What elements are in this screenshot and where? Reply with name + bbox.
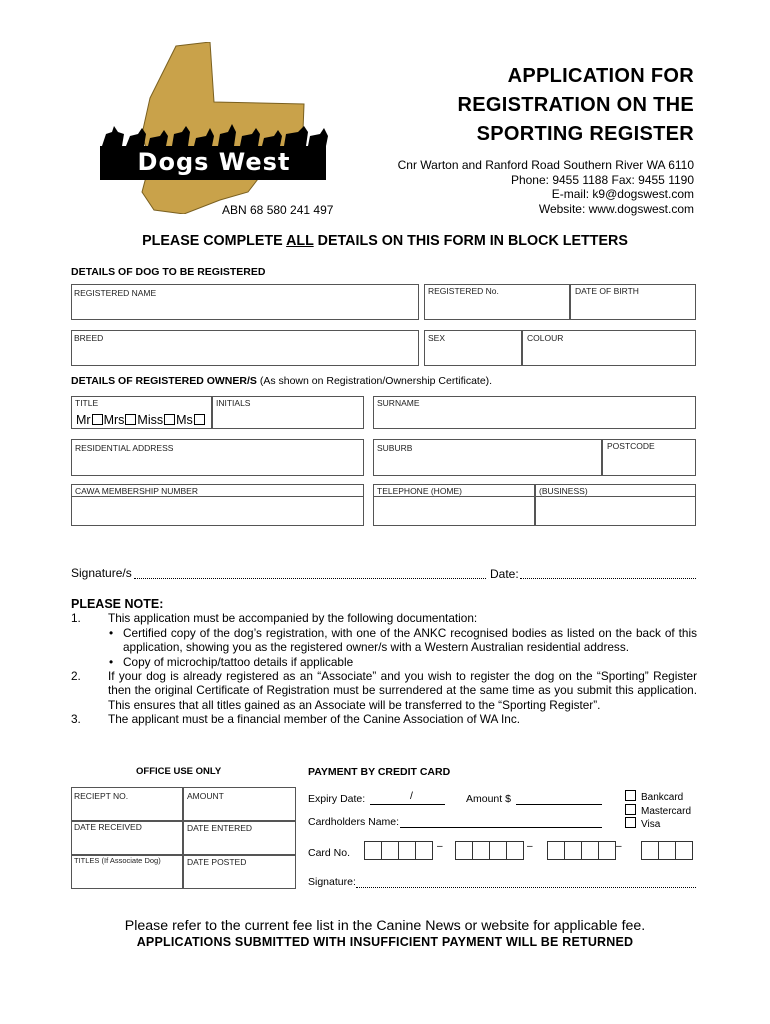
bankcard-checkbox[interactable] [625,790,636,801]
ms-checkbox[interactable] [194,414,205,425]
telephone-divider [373,496,696,497]
card-digit[interactable] [547,841,565,860]
card-digit[interactable] [675,841,693,860]
card-type-bankcard: Bankcard [624,790,691,804]
card-digit[interactable] [398,841,416,860]
bullet-icon: • [109,625,114,640]
instruction-emphasis: ALL [286,233,314,249]
card-no-label: Card No. [308,847,351,859]
dogs-west-logo [98,42,330,214]
mastercard-checkbox[interactable] [625,804,636,815]
title-label: TITLE [75,398,99,408]
receipt-no-label: RECIEPT NO. [74,791,129,801]
phone: Phone: 9455 1188 Fax: 9455 1190 [510,172,694,187]
card-digit[interactable] [415,841,433,860]
cardholder-name-field[interactable] [400,814,602,828]
cardholder-name-label: Cardholders Name: [308,816,400,828]
date-entered-label: DATE ENTERED [187,823,253,833]
card-digit[interactable] [506,841,524,860]
colour-label: COLOUR [527,333,564,343]
card-digit[interactable] [598,841,616,860]
residential-address-label: RESIDENTIAL ADDRESS [75,443,174,453]
breed-field[interactable] [71,330,419,366]
note-item-1: This application must be accompanied by the following documentation: [108,611,478,626]
titles-label: TITLES (If Associate Dog) [74,856,161,865]
miss-checkbox[interactable] [164,414,175,425]
telephone-business-label: (BUSINESS) [539,486,588,496]
notes-heading: PLEASE NOTE: [71,597,164,611]
card-type-visa: Visa [624,817,691,831]
logo-brand-text: Dogs West [137,148,291,176]
title-option-mrs: Mrs [103,413,125,427]
card-digit[interactable] [564,841,582,860]
card-digit[interactable] [472,841,490,860]
payment-amount-field[interactable] [516,791,602,805]
card-digit[interactable] [381,841,399,860]
registered-no-label: REGISTERED No. [428,286,499,296]
title-line-3: SPORTING REGISTER [476,123,694,145]
payment-heading: PAYMENT BY CREDIT CARD [308,766,451,778]
signature-line[interactable] [134,565,486,579]
title-option-ms: Ms [176,413,193,427]
note-bullet-2: Copy of microchip/tattoo details if applicable [123,654,354,669]
abn: ABN 68 580 241 497 [222,203,334,217]
email: E-mail: k9@dogswest.com [551,187,694,201]
expiry-date-label: Expiry Date: [308,793,366,805]
postcode-label: POSTCODE [607,441,655,451]
card-dash: – [437,841,443,852]
mrs-checkbox[interactable] [125,414,136,425]
expiry-slash: / [410,790,413,802]
sex-label: SEX [428,333,446,343]
notes-block [71,597,697,727]
amount-dollar-label: Amount $ [466,793,511,805]
dog-section-heading: DETAILS OF DOG TO BE REGISTERED [71,266,266,278]
surname-label: SURNAME [377,398,420,408]
note-number-3: 3. [71,712,81,727]
card-digit[interactable] [489,841,507,860]
date-posted-label: DATE POSTED [187,857,247,867]
telephone-home-label: TELEPHONE (HOME) [377,486,463,496]
note-number-2: 2. [71,669,81,684]
note-item-3: The applicant must be a financial member of the Canine Association of WA Inc. [108,712,521,727]
expiry-date-field[interactable] [370,791,445,805]
contact-block [340,158,694,216]
bullet-icon: • [109,654,114,669]
suburb-label: SUBURB [377,443,413,453]
initials-label: INITIALS [216,398,251,408]
card-digit[interactable] [364,841,382,860]
card-digit[interactable] [658,841,676,860]
card-digit[interactable] [581,841,599,860]
surname-field[interactable] [373,396,696,429]
card-type-mastercard: Mastercard [624,804,691,818]
payment-warning: APPLICATIONS SUBMITTED WITH INSUFFICIENT PAYMENT WILL BE RETURNED [136,935,634,949]
note-bullet-1: Certified copy of the dog’s registration, with one of the ANKC recognised bodies as listed on the back of this application, showing you as the registered owner/s with a Western Australian residential address. [123,625,697,655]
payment-signature-line[interactable] [356,874,696,888]
form-title [350,62,694,149]
title-options [76,413,206,427]
note-number-1: 1. [71,611,81,626]
card-dash: – [527,841,533,852]
card-digit[interactable] [455,841,473,860]
registered-name-label: REGISTERED NAME [74,288,157,298]
instruction-line: PLEASE COMPLETE ALL DETAILS ON THIS FORM IN BLOCK LETTERS [142,233,628,249]
title-option-miss: Miss [137,413,164,427]
title-line-1: APPLICATION FOR [507,65,694,87]
card-dash: – [616,841,622,852]
title-line-2: REGISTRATION ON THE [457,94,694,116]
card-digit[interactable] [641,841,659,860]
cawa-membership-divider [71,496,364,497]
title-option-mr: Mr [76,413,91,427]
breed-label: BREED [74,333,104,343]
amount-label: AMOUNT [187,791,224,801]
office-use-heading: OFFICE USE ONLY [136,766,222,777]
website: Website: www.dogswest.com [538,201,694,216]
fee-notice: Please refer to the current fee list in the Canine News or website for applicable fee. [124,918,646,934]
owner-section-heading: DETAILS OF REGISTERED OWNER/S (As shown on Registration/Ownership Certificate). [71,375,493,387]
note-item-2: If your dog is already registered as an “Associate” and you wish to register the dog on the “Sporting” Register then the original Certificate of Registration must be surrendered at the same time as you submit this application. This ensures that all titles gained as an Associate will be transferred to the “Sporting Register”. [108,669,697,712]
card-types [624,790,691,831]
date-line[interactable] [520,565,696,579]
card-number-field[interactable] [364,841,696,862]
mr-checkbox[interactable] [92,414,103,425]
visa-checkbox[interactable] [625,817,636,828]
date-label: Date: [490,567,519,581]
address: Cnr Warton and Ranford Road Southern River WA 6110 [397,158,694,172]
wa-map-dogs-logo-icon [98,42,330,214]
payment-signature-label: Signature: [308,876,356,888]
date-received-label: DATE RECEIVED [74,822,142,832]
signature-label: Signature/s [71,566,132,580]
cawa-membership-label: CAWA MEMBERSHIP NUMBER [75,486,198,496]
date-of-birth-label: DATE OF BIRTH [575,286,639,296]
